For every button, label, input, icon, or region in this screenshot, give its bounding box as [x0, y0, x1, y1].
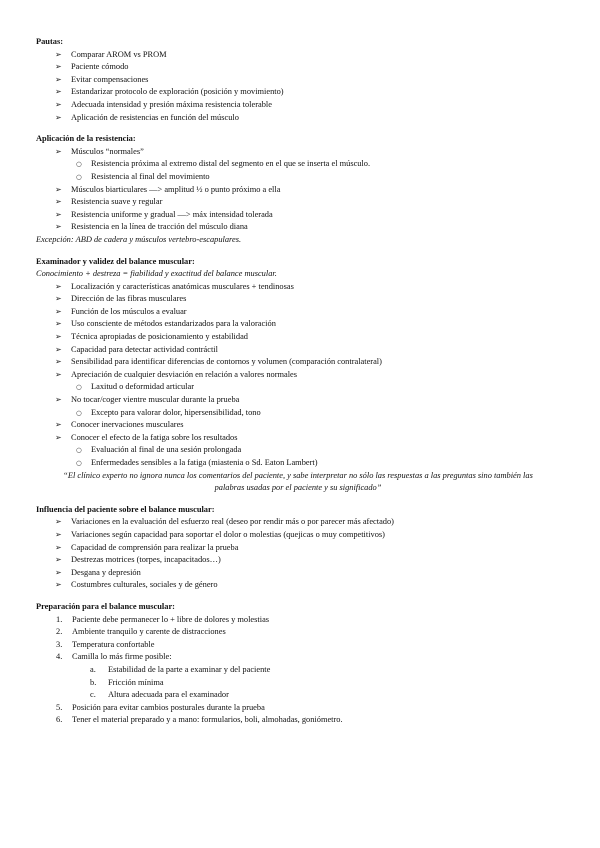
list-item: ➢ Sensibilidad para identificar diferencias de contornos y volumen (comparación contralateral): [36, 356, 560, 369]
quote-line: “El clínico experto no ignora nunca los comentarios del paciente, y sabe interpretar no sólo las respuestas a las preguntas sino también las: [63, 470, 533, 480]
sub-list: [36, 444, 560, 469]
lettered-sub-list: [36, 664, 560, 702]
list-number: 3.: [56, 639, 63, 649]
bullet-list: [36, 394, 560, 407]
list-item: ➢ Conocer el efecto de la fatiga sobre los resultados: [36, 432, 560, 445]
numbered-list: [36, 702, 560, 727]
section-title: Influencia del paciente sobre el balance muscular:: [36, 504, 215, 514]
list-item: [36, 626, 560, 639]
list-item: [36, 614, 560, 627]
list-number: 5.: [56, 702, 63, 712]
list-number: 2.: [56, 627, 63, 637]
sub-list: [36, 407, 560, 420]
list-item: ➢ Técnica apropiadas de posicionamiento y estabilidad: [36, 331, 560, 344]
list-item: ➢ Resistencia uniforme y gradual —> máx intensidad tolerada: [36, 209, 560, 222]
list-item: ➢ Aplicación de resistencias en función del músculo: [36, 112, 560, 125]
sub-list-item: ○ Excepto para valorar dolor, hipersensibilidad, tono: [36, 407, 560, 420]
exception-note: Excepción: ABD de cadera y músculos vertebro-escapulares.: [36, 234, 242, 244]
list-item: ➢ No tocar/coger vientre muscular durante la prueba: [36, 394, 560, 407]
list-item: ➢ Uso consciente de métodos estandarizados para la valoración: [36, 318, 560, 331]
list-item: ➢ Costumbres culturales, sociales y de género: [36, 579, 560, 592]
list-item: [36, 702, 560, 715]
list-item: ➢ Función de los músculos a evaluar: [36, 306, 560, 319]
sub-list-item: ○ Laxitud o deformidad articular: [36, 381, 560, 394]
section-pautas: [36, 36, 560, 124]
section-influencia: [36, 504, 560, 592]
sub-list-item: ○ Evaluación al final de una sesión prolongada: [36, 444, 560, 457]
list-item-text: Posición para evitar cambios posturales durante la prueba: [72, 702, 265, 712]
list-number: 4.: [56, 652, 63, 662]
sub-list: [36, 381, 560, 394]
list-item: ➢ Músculos “normales”: [36, 146, 560, 159]
list-item: [36, 651, 560, 664]
bullet-list: [36, 146, 560, 159]
list-item: ➢ Adecuada intensidad y presión máxima resistencia tolerable: [36, 99, 560, 112]
list-item: ➢ Capacidad para detectar actividad contráctil: [36, 344, 560, 357]
list-item-text: Temperatura confortable: [72, 639, 155, 649]
bullet-list: [36, 516, 560, 592]
bullet-list: [36, 281, 560, 382]
sub-list-item: ○ Resistencia próxima al extremo distal del segmento en el que se inserta el músculo.: [36, 158, 560, 171]
sub-list-item: [36, 677, 560, 690]
sub-list: [36, 158, 560, 183]
bullet-list: [36, 419, 560, 444]
list-item: ➢ Resistencia en la línea de tracción del músculo diana: [36, 221, 560, 234]
list-item: ➢ Estandarizar protocolo de exploración (posición y movimiento): [36, 86, 560, 99]
section-preparacion: [36, 601, 560, 727]
list-number: 6.: [56, 715, 63, 725]
list-item: ➢ Comparar AROM vs PROM: [36, 49, 560, 62]
list-item: ➢ Músculos biarticulares —> amplitud ½ o punto próximo a ella: [36, 184, 560, 197]
list-item-text: Camilla lo más firme posible:: [72, 652, 172, 662]
list-item: ➢ Paciente cómodo: [36, 61, 560, 74]
list-item: ➢ Resistencia suave y regular: [36, 196, 560, 209]
section-examinador: [36, 256, 560, 495]
list-number: 1.: [56, 614, 63, 624]
sub-list-item: [36, 689, 560, 702]
list-letter: c.: [90, 690, 96, 700]
section-title: Examinador y validez del balance muscular:: [36, 256, 195, 266]
list-item: ➢ Variaciones según capacidad para soportar el dolor o molestias (quejicas o muy competitivos): [36, 529, 560, 542]
list-item: ➢ Apreciación de cualquier desviación en relación a valores normales: [36, 369, 560, 382]
bullet-list: [36, 184, 560, 234]
list-item-text: Tener el material preparado y a mano: formularios, boli, almohadas, goniómetro.: [72, 715, 343, 725]
list-item: ➢ Variaciones en la evaluación del esfuerzo real (deseo por rendir más o por parecer más afectado): [36, 516, 560, 529]
sub-list-item: [36, 664, 560, 677]
quote-line: palabras usadas por el paciente y su significado”: [214, 483, 382, 493]
bullet-list: [36, 49, 560, 125]
section-title: Preparación para el balance muscular:: [36, 601, 175, 611]
list-item: [36, 639, 560, 652]
list-item-text: Paciente debe permanecer lo + libre de dolores y molestias: [72, 614, 270, 624]
list-letter: b.: [90, 677, 97, 687]
list-item: [36, 714, 560, 727]
sub-list-item: ○ Enfermedades sensibles a la fatiga (miastenia o Sd. Eaton Lambert): [36, 457, 560, 470]
section-subtitle: Conocimiento + destreza = fiabilidad y exactitud del balance muscular.: [36, 269, 277, 279]
list-item-text: Ambiente tranquilo y carente de distracciones: [72, 627, 226, 637]
list-item-text: Estabilidad de la parte a examinar y del paciente: [108, 664, 271, 674]
list-item-text: Altura adecuada para el examinador: [108, 690, 229, 700]
list-item: ➢ Conocer inervaciones musculares: [36, 419, 560, 432]
numbered-list: [36, 614, 560, 664]
list-item: ➢ Destrezas motrices (torpes, incapacitados…): [36, 554, 560, 567]
list-letter: a.: [90, 664, 96, 674]
list-item: ➢ Dirección de las fibras musculares: [36, 293, 560, 306]
section-title: Aplicación de la resistencia:: [36, 134, 136, 144]
list-item: ➢ Localización y características anatómicas musculares + tendinosas: [36, 281, 560, 294]
list-item: ➢ Evitar compensaciones: [36, 74, 560, 87]
list-item: ➢ Capacidad de comprensión para realizar la prueba: [36, 542, 560, 555]
section-aplicacion: [36, 133, 560, 246]
list-item-text: Fricción mínima: [108, 677, 164, 687]
list-item: ➢ Desgana y depresión: [36, 567, 560, 580]
section-title: Pautas:: [36, 37, 63, 46]
sub-list-item: ○ Resistencia al final del movimiento: [36, 171, 560, 184]
